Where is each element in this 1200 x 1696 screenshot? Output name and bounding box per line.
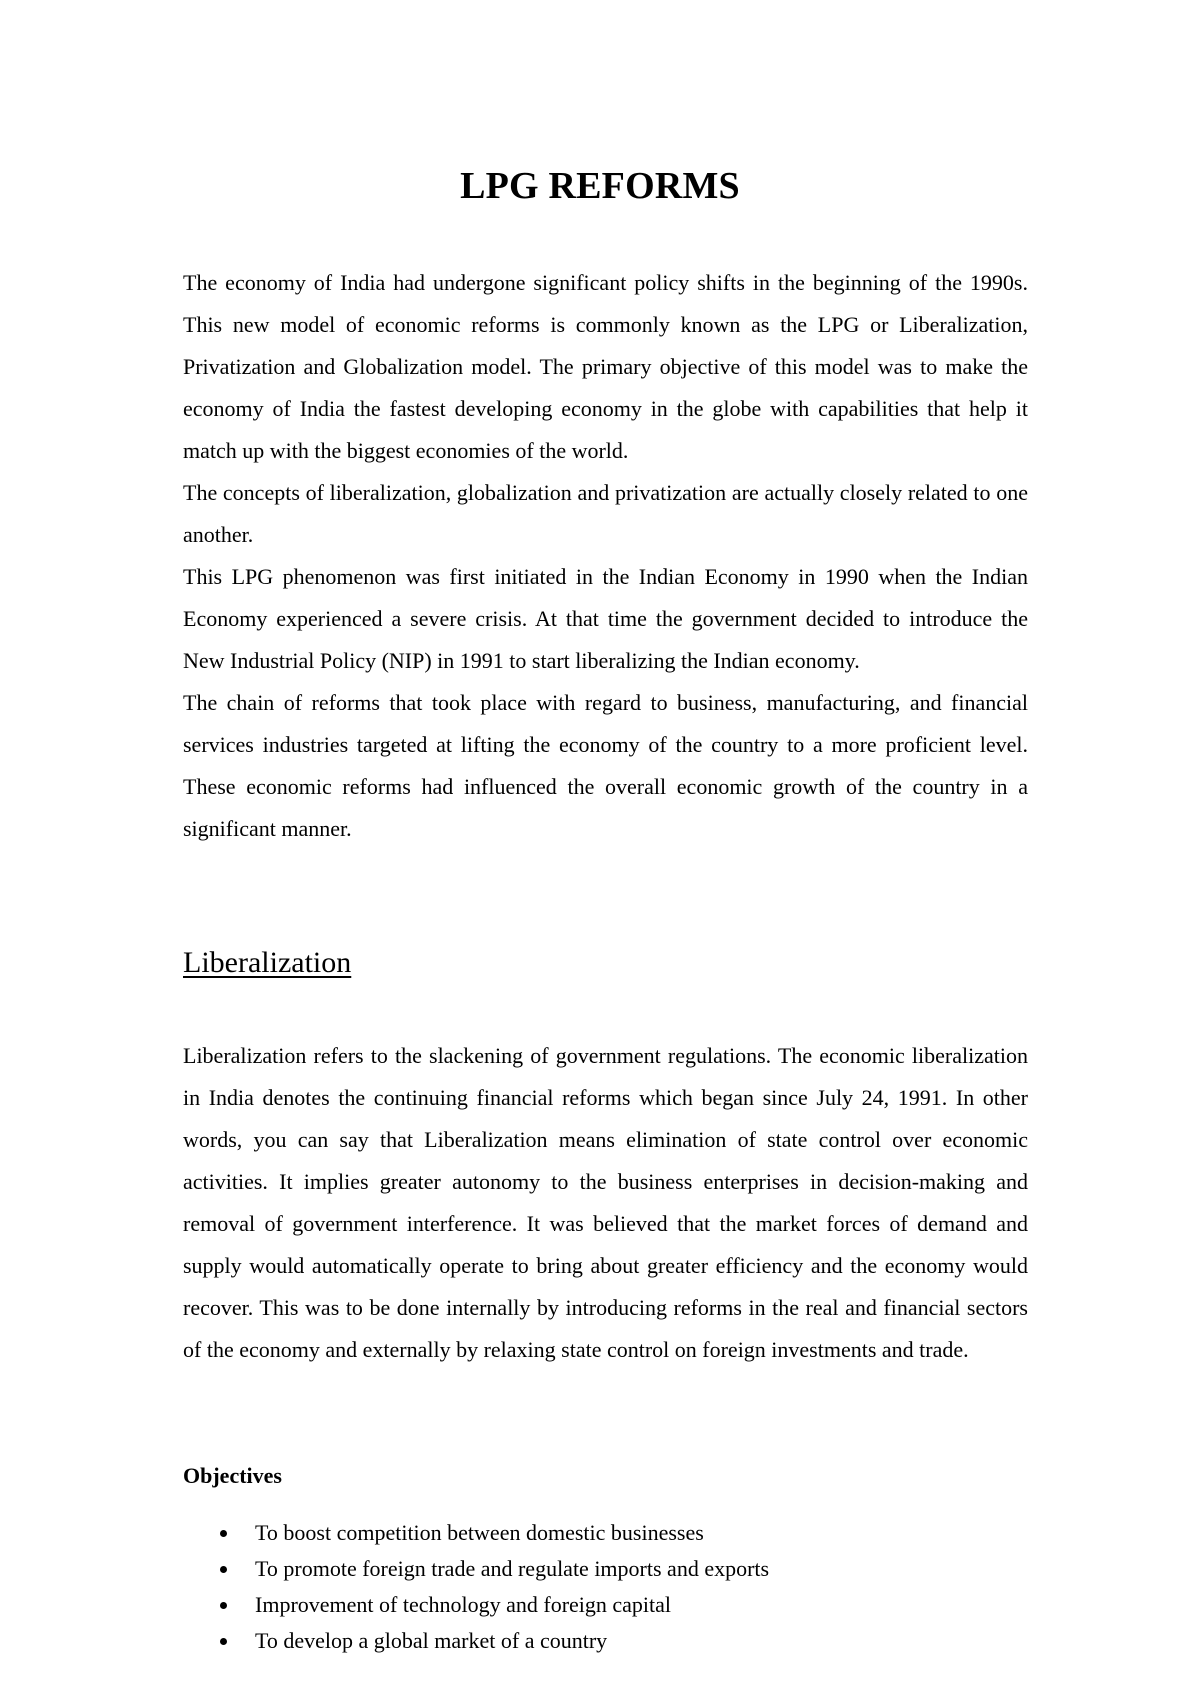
list-item	[183, 1515, 1028, 1551]
list-item	[183, 1623, 1028, 1659]
objectives-heading: Objectives	[183, 1463, 282, 1488]
bullet-icon	[220, 1566, 227, 1573]
intro-paragraph: The chain of reforms that took place with regard to business, manufacturing, and financial services industries targeted at lifting the economy of the country to a more proficient level. These economic reforms had influenced the overall economic growth of the country in a significant manner.	[183, 690, 1028, 841]
page-title: LPG REFORMS	[460, 165, 740, 207]
liberalization-section	[183, 1035, 1028, 1371]
intro-section	[183, 262, 1028, 850]
bullet-icon	[220, 1638, 227, 1645]
list-item	[183, 1587, 1028, 1623]
objective-text: To boost competition between domestic businesses	[255, 1520, 704, 1545]
intro-paragraph: The concepts of liberalization, globalization and privatization are actually closely related to one another.	[183, 480, 1028, 547]
liberalization-paragraph: Liberalization refers to the slackening of government regulations. The economic liberalization in India denotes the continuing financial reforms which began since July 24, 1991. In other words, you can say that Liberalization means elimination of state control over economic activities. It implies greater autonomy to the business enterprises in decision-making and removal of government interference. It was believed that the market forces of demand and supply would automatically operate to bring about greater efficiency and the economy would recover. This was to be done internally by introducing reforms in the real and financial sectors of the economy and externally by relaxing state control on foreign investments and trade.	[183, 1043, 1028, 1362]
objective-text: To promote foreign trade and regulate imports and exports	[255, 1556, 770, 1581]
liberalization-heading: Liberalization	[183, 946, 352, 979]
bullet-icon	[220, 1530, 227, 1537]
bullet-icon	[220, 1602, 227, 1609]
objectives-list	[183, 1515, 1028, 1659]
objective-text: Improvement of technology and foreign capital	[255, 1592, 672, 1617]
list-item	[183, 1551, 1028, 1587]
objective-text: To develop a global market of a country	[255, 1628, 608, 1653]
intro-paragraph: This LPG phenomenon was first initiated in the Indian Economy in 1990 when the Indian Economy experienced a severe crisis. At that time the government decided to introduce the New Industrial Policy (NIP) in 1991 to start liberalizing the Indian economy.	[183, 564, 1028, 673]
intro-paragraph: The economy of India had undergone significant policy shifts in the beginning of the 1990s. This new model of economic reforms is commonly known as the LPG or Liberalization, Privatization and Globalization model. The primary objective of this model was to make the economy of India the fastest developing economy in the globe with capabilities that help it match up with the biggest economies of the world.	[183, 270, 1028, 463]
